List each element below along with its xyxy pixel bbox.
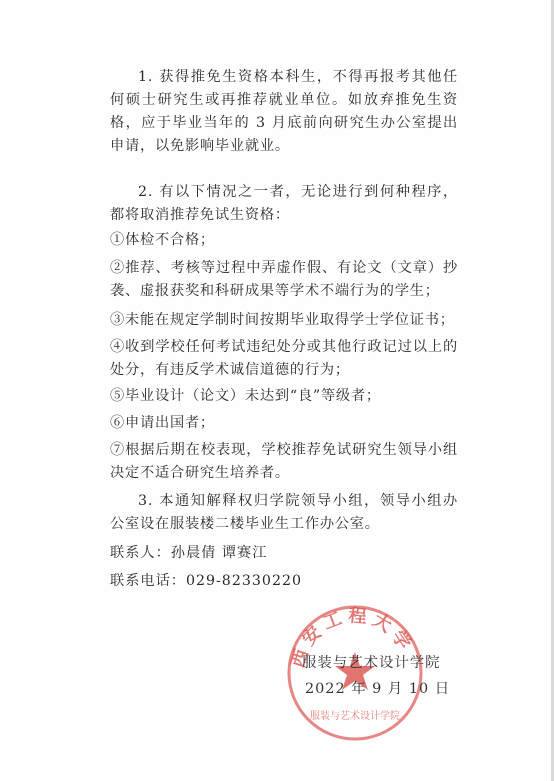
item-2-sub-2: ②推荐、考核等过程中弄虚作假、有论文（文章）抄袭、虚报获奖和科研成果等学术不端行为的学生； xyxy=(110,260,458,299)
item-2-sub-3: ③未能在规定学制时间按期毕业取得学士学位证书； xyxy=(110,312,455,328)
seal-bottom-text: 服装与艺术设计学院 xyxy=(310,711,400,722)
item-2-sub-7: ⑦根据后期在校表现，学校推荐免试研究生领导小组决定不适合研究生培养者。 xyxy=(110,442,458,481)
item-3: 3. 本通知解释权归学院领导小组，领导小组办公室设在服装楼二楼毕业生工作办公室。 xyxy=(110,493,458,532)
signature-date: 2022 年 9 月 10 日 xyxy=(305,681,451,697)
signature-org: 服装与艺术设计学院 xyxy=(302,655,441,671)
official-seal xyxy=(282,600,428,746)
item-2-sub-4: ④收到学校任何考试违纪处分或其他行政记过以上的处分，有违反学术诚信道德的行为； xyxy=(110,339,458,378)
item-1: 1. 获得推免生资格本科生，不得再报考其他任何硕士研究生或再推荐就业单位。如放弃推免生资格，应于毕业当年的 3 月底前向研究生办公室提出申请，以免影响毕业就业。 xyxy=(110,69,458,154)
contact-phone: 联系电话：029-82330220 xyxy=(110,573,303,589)
item-2-sub-1: ①体检不合格； xyxy=(110,232,215,248)
item-2-sub-5: ⑤毕业设计（论文）未达到“良”等级者； xyxy=(110,388,381,404)
seal-text: 西安工程大学 xyxy=(287,605,418,671)
item-2-sub-6: ⑥申请出国者； xyxy=(110,415,215,431)
item-2: 2. 有以下情况之一者，无论进行到何种程序，都将取消推荐免试生资格： xyxy=(110,184,458,223)
contact-person: 联系人：孙晨倩 谭赛江 xyxy=(110,545,268,561)
